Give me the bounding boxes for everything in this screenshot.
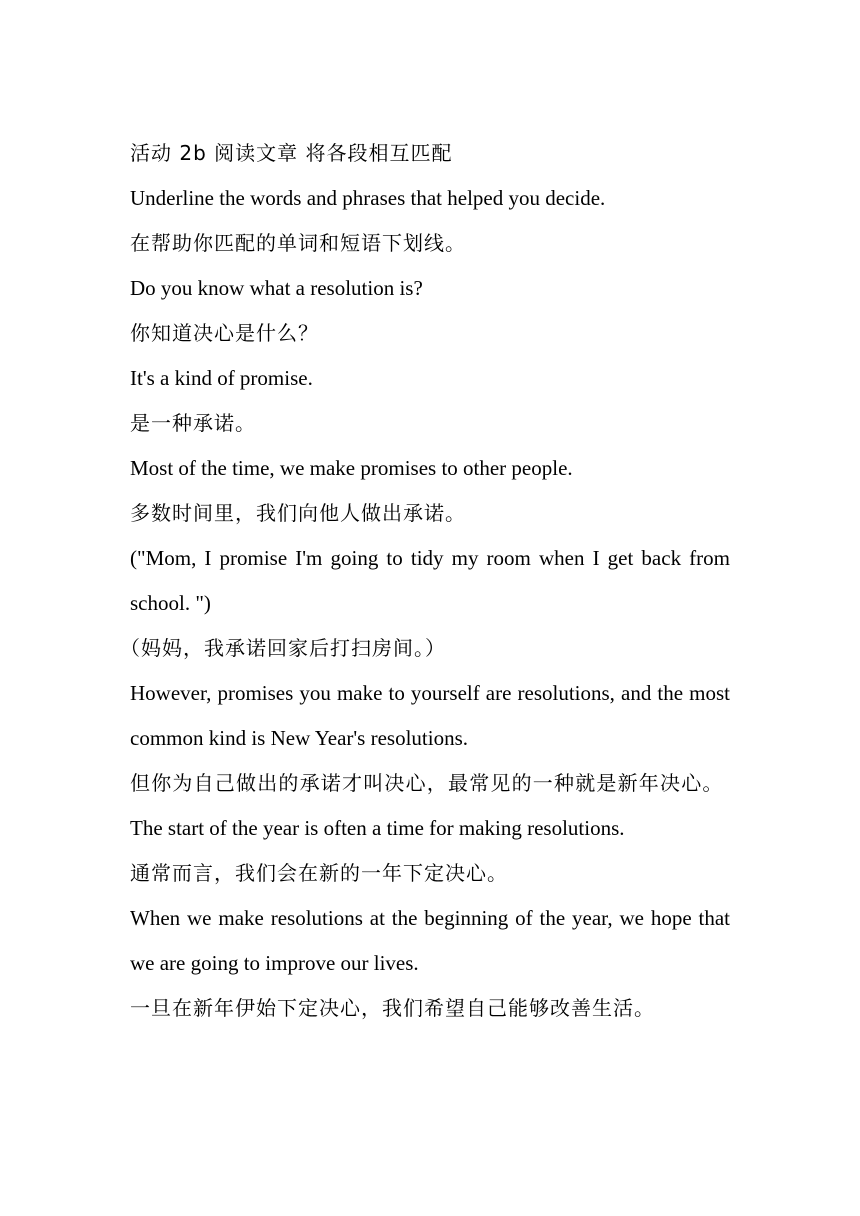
text-paragraph: ("Mom, I promise I'm going to tidy my room when I get back from school. ")	[130, 546, 730, 615]
text-paragraph: When we make resolutions at the beginning of the year, we hope that we are going to improve our lives.	[130, 906, 730, 975]
text-line: Do you know what a resolution is?	[130, 276, 423, 300]
text-paragraph: However, promises you make to yourself are resolutions, and the most common kind is New Year's resolutions.	[130, 681, 730, 750]
text-line: 是一种承诺。	[130, 411, 256, 435]
text-paragraph: 但你为自己做出的承诺才叫决心，最常见的一种就是新年决心。	[130, 771, 724, 795]
text-line: 通常而言，我们会在新的一年下定决心。	[130, 861, 508, 885]
text-line: Underline the words and phrases that helped you decide.	[130, 186, 606, 210]
text-line: 一旦在新年伊始下定决心，我们希望自己能够改善生活。	[130, 996, 655, 1020]
text-line: 在帮助你匹配的单词和短语下划线。	[130, 231, 466, 255]
text-line: 你知道决心是什么？	[130, 321, 319, 345]
text-line: Most of the time, we make promises to other people.	[130, 456, 573, 480]
text-line: The start of the year is often a time for making resolutions.	[130, 816, 625, 840]
text-line: 多数时间里，我们向他人做出承诺。	[130, 501, 466, 525]
document-body	[120, 131, 730, 1031]
text-line: It's a kind of promise.	[130, 366, 313, 390]
text-line: （妈妈，我承诺回家后打扫房间。）	[120, 636, 446, 660]
activity-heading: 活动 2b 阅读文章 将各段相互匹配	[130, 141, 453, 165]
